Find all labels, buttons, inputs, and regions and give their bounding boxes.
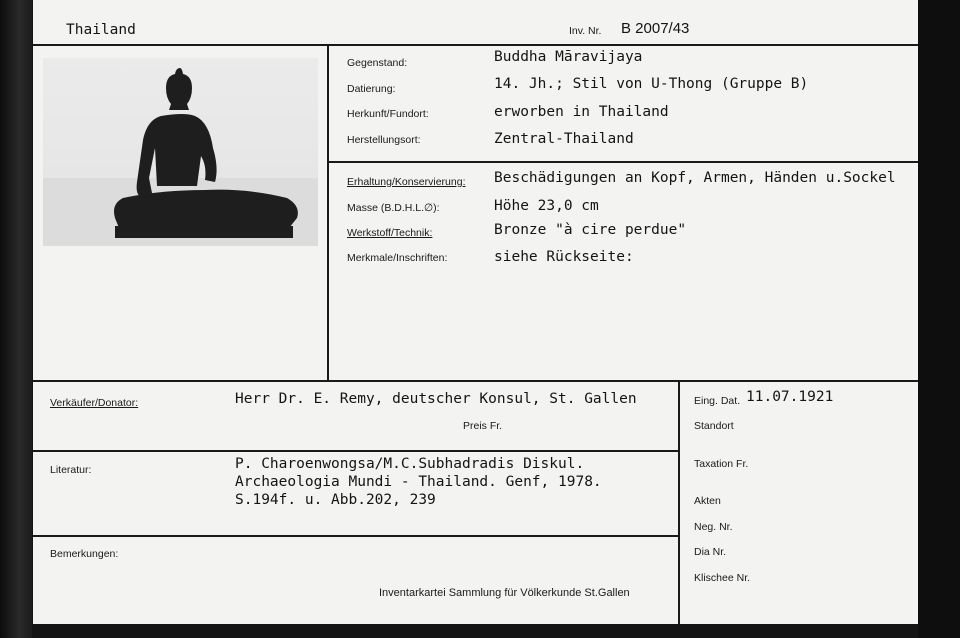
inv-nr-value: B 2007/43: [621, 20, 690, 37]
field-label-merkmale: Merkmale/Inschriften:: [347, 252, 448, 264]
country-label: Thailand: [66, 22, 136, 38]
remarks-label: Bemerkungen:: [50, 548, 119, 560]
field-value-gegenstand: Buddha Māravijaya: [494, 49, 643, 65]
price-label: Preis Fr.: [463, 420, 503, 432]
rule-seller-section: [33, 380, 918, 382]
inventory-card: [33, 0, 918, 624]
eing-dat-label: Eing. Dat.: [694, 395, 741, 407]
buddha-photo: [43, 58, 318, 246]
taxation-label: Taxation Fr.: [694, 458, 749, 470]
field-value-merkmale: siehe Rückseite:: [494, 249, 634, 265]
standort-label: Standort: [694, 420, 734, 432]
rule-photo-divider: [327, 44, 329, 381]
field-value-werkstoff: Bronze "à cire perdue": [494, 222, 687, 238]
rule-object-section: [327, 161, 918, 163]
dia-nr-label: Dia Nr.: [694, 546, 727, 558]
akten-label: Akten: [694, 495, 721, 507]
rule-remarks-section: [33, 535, 678, 537]
eing-dat-value: 11.07.1921: [746, 389, 834, 405]
seller-label: Verkäufer/Donator:: [50, 397, 139, 409]
rule-literature-section: [33, 450, 678, 452]
scan-edge-right: [918, 0, 960, 638]
field-label-erhaltung: Erhaltung/Konservierung:: [347, 176, 466, 188]
literature-line-3: S.194f. u. Abb.202, 239: [235, 492, 436, 508]
rule-right-column: [678, 380, 680, 624]
literature-line-2: Archaeologia Mundi - Thailand. Genf, 1978.: [235, 474, 602, 490]
field-label-werkstoff: Werkstoff/Technik:: [347, 227, 433, 239]
inv-nr-label: Inv. Nr.: [569, 25, 602, 37]
field-value-herstellungsort: Zentral-Thailand: [494, 131, 634, 147]
seller-value: Herr Dr. E. Remy, deutscher Konsul, St. Gallen: [235, 391, 637, 407]
field-label-masse: Masse (B.D.H.L.∅):: [347, 202, 440, 214]
field-label-datierung: Datierung:: [347, 83, 396, 95]
field-value-masse: Höhe 23,0 cm: [494, 198, 599, 214]
field-value-erhaltung: Beschädigungen an Kopf, Armen, Händen u.Sockel: [494, 170, 896, 186]
neg-nr-label: Neg. Nr.: [694, 521, 733, 533]
field-label-herkunft: Herkunft/Fundort:: [347, 108, 429, 120]
field-value-herkunft: erworben in Thailand: [494, 104, 669, 120]
field-label-gegenstand: Gegenstand:: [347, 57, 408, 69]
field-label-herstellungsort: Herstellungsort:: [347, 134, 421, 146]
literature-label: Literatur:: [50, 464, 92, 476]
rule-header: [33, 44, 918, 46]
literature-line-1: P. Charoenwongsa/M.C.Subhadradis Diskul.: [235, 456, 585, 472]
card-footer: Inventarkartei Sammlung für Völkerkunde St.Gallen: [379, 587, 630, 599]
scan-edge-left: [0, 0, 32, 638]
klischee-nr-label: Klischee Nr.: [694, 572, 751, 584]
field-value-datierung: 14. Jh.; Stil von U-Thong (Gruppe B): [494, 76, 809, 92]
